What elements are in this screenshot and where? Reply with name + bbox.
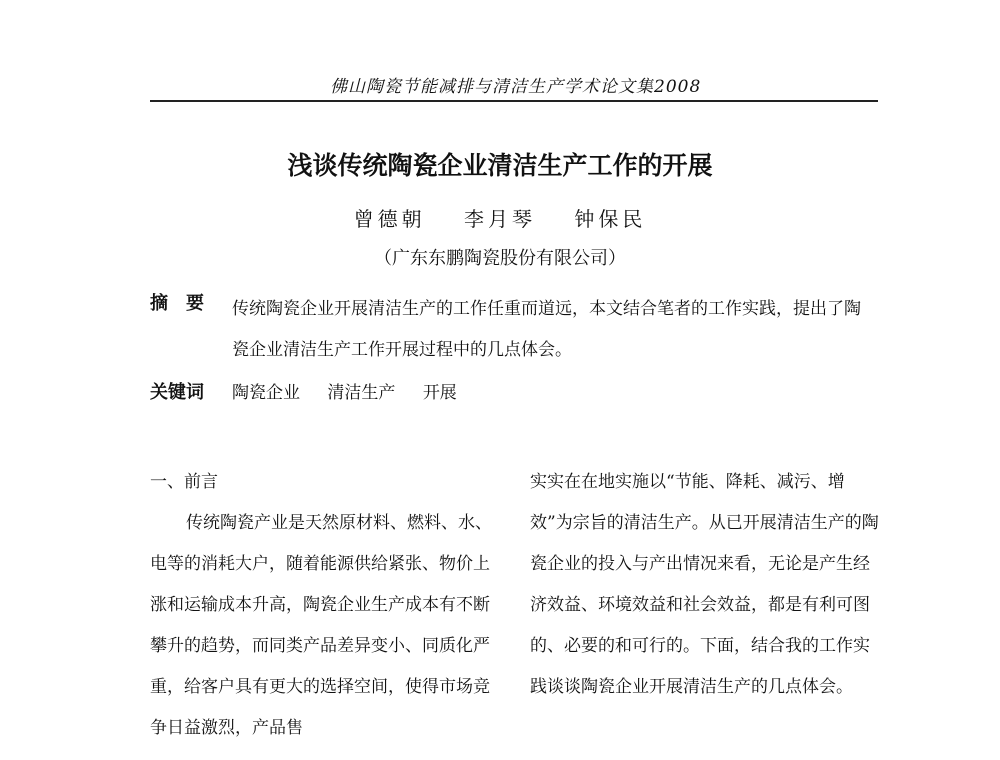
body-column-left <box>150 462 500 749</box>
author-name: 曾德朝 <box>353 207 426 231</box>
keyword: 开展 <box>422 383 457 403</box>
abstract-label: 摘要 <box>150 293 222 314</box>
keyword: 清洁生产 <box>327 383 396 403</box>
header-rule <box>150 100 878 102</box>
author-name: 李月琴 <box>464 207 536 231</box>
body-paragraph: 实实在在地实施以“节能、降耗、减污、增效”为宗旨的清洁生产。从已开展清洁生产的陶瓷企业的投入与产出情况来看，无论是产生经济效益、环境效益和社会效益，都是有利可图的、必要的和可行的。下面，结合我的工作实践谈谈陶瓷企业开展清洁生产的几点体会。 <box>530 472 879 697</box>
author-affiliation: （广东东鹏陶瓷股份有限公司） <box>374 248 626 269</box>
body-column-right <box>530 462 880 708</box>
keyword: 陶瓷企业 <box>232 383 300 403</box>
author-name: 钟保民 <box>574 207 647 231</box>
keyword-list <box>232 378 479 403</box>
author-list <box>0 203 1000 232</box>
keywords-label: 关键词 <box>150 382 204 403</box>
article-title: 浅谈传统陶瓷企业清洁生产工作的开展 <box>287 151 713 180</box>
abstract-text: 传统陶瓷企业开展清洁生产的工作任重而道远，本文结合笔者的工作实践，提出了陶瓷企业清洁生产工作开展过程中的几点体会。 <box>232 299 861 360</box>
body-paragraph: 传统陶瓷产业是天然原材料、燃料、水、电等的消耗大户，随着能源供给紧张、物价上涨和运输成本升高，陶瓷企业生产成本有不断攀升的趋势，而同类产品差异变小、同质化严重，给客户具有更大的选择空间，使得市场竞争日益激烈，产品售 <box>150 513 492 738</box>
running-header: 佛山陶瓷节能减排与清洁生产学术论文集2008 <box>330 77 702 97</box>
section-heading: 一、前言 <box>150 472 218 492</box>
